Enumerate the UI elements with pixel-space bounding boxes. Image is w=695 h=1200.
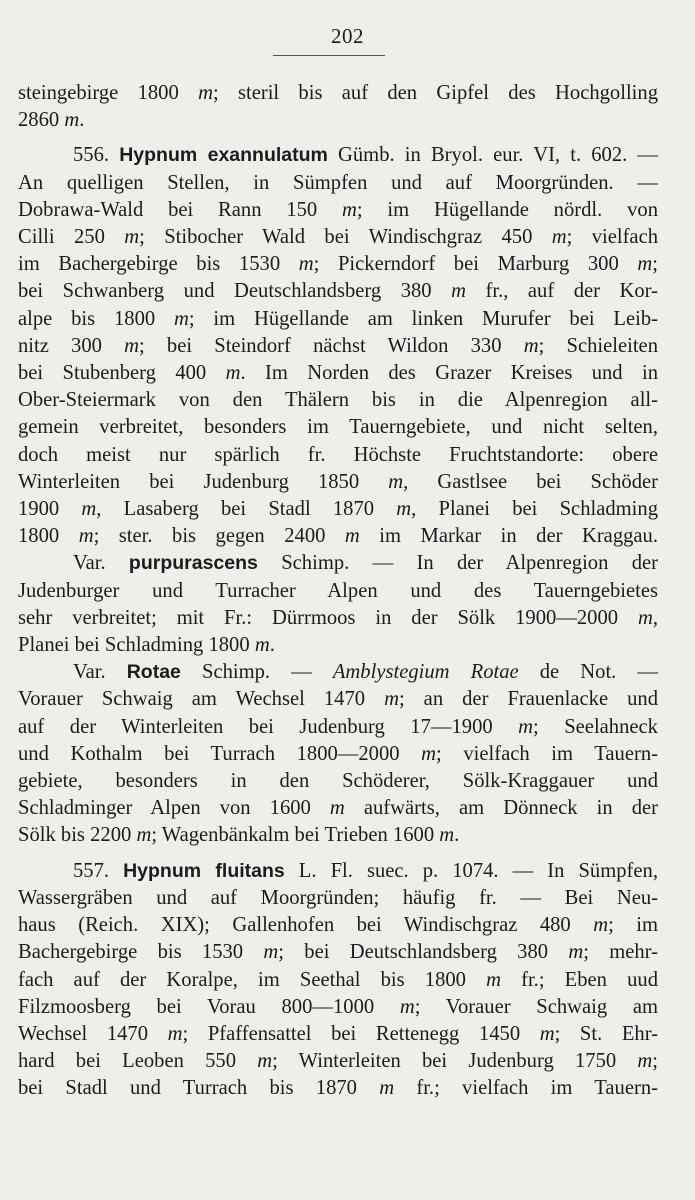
text-line: Filzmoosberg bei Vorau 800—1000 m; Vorauer Schwaig am	[18, 995, 658, 1018]
text-line: 2860 m.	[18, 109, 85, 132]
text-line: 556. Hypnum exannulatum Gümb. in Bryol. eur. VI, t. 602. —	[73, 144, 659, 167]
text-line: Cilli 250 m; Stibocher Wald bei Windischgraz 450 m; vielfach	[18, 226, 659, 249]
text-line: bei Schwanberg und Deutschlandsberg 380 m fr., auf der Kor-	[18, 280, 658, 303]
paragraph-gap	[18, 134, 658, 142]
text-line: alpe bis 1800 m; im Hügellande am linken Murufer bei Leib-	[18, 307, 658, 330]
text-line: 1800 m; ster. bis gegen 2400 m im Markar in der Kraggau.	[18, 525, 658, 548]
text-line: Var. purpurascens Schimp. — In der Alpenregion der	[73, 552, 659, 575]
text-line: haus (Reich. XIX); Gallenhofen bei Windischgraz 480 m; im	[18, 914, 658, 937]
text-line: Judenburger und Turracher Alpen und des Tauerngebietes	[18, 579, 658, 602]
text-line: gebiete, besonders in den Schöderer, Sölk-Kraggauer und	[18, 770, 658, 793]
text-body	[18, 80, 658, 1103]
text-line: Dobrawa-Wald bei Rann 150 m; im Hügellande nördl. von	[18, 198, 658, 221]
text-line: bei Stubenberg 400 m. Im Norden des Grazer Kreises und in	[18, 362, 658, 385]
text-line: sehr verbreitet; mit Fr.: Dürrmoos in der Sölk 1900—2000 m,	[18, 606, 658, 629]
header-rule	[273, 55, 385, 56]
text-line: auf der Winterleiten bei Judenburg 17—1900 m; Seelahneck	[18, 715, 658, 738]
text-line: doch meist nur spärlich fr. Höchste Fruchtstandorte: obere	[18, 443, 658, 466]
text-line: Wechsel 1470 m; Pfaffensattel bei Rettenegg 1450 m; St. Ehr-	[18, 1022, 659, 1045]
text-line: 1900 m, Lasaberg bei Stadl 1870 m, Planei bei Schladming	[18, 498, 658, 521]
text-line: Var. Rotae Schimp. — Amblystegium Rotae de Not. —	[73, 661, 659, 684]
text-line: Schladminger Alpen von 1600 m aufwärts, am Dönneck in der	[18, 797, 658, 820]
text-line: An quelligen Stellen, in Sümpfen und auf Moorgründen. —	[18, 171, 658, 194]
text-line: im Bachergebirge bis 1530 m; Pickerndorf bei Marburg 300 m;	[18, 253, 658, 276]
text-line: steingebirge 1800 m; steril bis auf den Gipfel des Hochgolling	[18, 82, 658, 104]
text-line: 557. Hypnum fluitans L. Fl. suec. p. 1074. — In Sümpfen,	[73, 859, 658, 882]
text-line: fach auf der Koralpe, im Seethal bis 1800 m fr.; Eben uud	[18, 968, 658, 991]
text-line: bei Stadl und Turrach bis 1870 m fr.; vielfach im Tauern-	[18, 1077, 658, 1100]
text-line: Wassergräben und auf Moorgründen; häufig fr. — Bei Neu-	[18, 886, 658, 909]
text-line: gemein verbreitet, besonders im Tauerngebiete, und nicht selten,	[18, 416, 658, 439]
text-line: Winterleiten bei Judenburg 1850 m, Gastlsee bei Schöder	[18, 470, 658, 493]
text-line: Bachergebirge bis 1530 m; bei Deutschlandsberg 380 m; mehr-	[18, 941, 658, 964]
text-line: Ober-Steiermark von den Thälern bis in die Alpenregion all-	[18, 389, 658, 412]
paragraph-gap	[18, 850, 658, 858]
text-line: hard bei Leoben 550 m; Winterleiten bei Judenburg 1750 m;	[18, 1050, 658, 1073]
page-number: 202	[331, 24, 364, 48]
text-line: nitz 300 m; bei Steindorf nächst Wildon 330 m; Schieleiten	[18, 334, 658, 357]
text-line: Planei bei Schladming 1800 m.	[18, 634, 275, 657]
text-line: Sölk bis 2200 m; Wagenbänkalm bei Trieben 1600 m.	[18, 824, 460, 847]
text-line: und Kothalm bei Turrach 1800—2000 m; vielfach im Tauern-	[18, 742, 658, 765]
text-line: Vorauer Schwaig am Wechsel 1470 m; an der Frauenlacke und	[18, 688, 658, 711]
